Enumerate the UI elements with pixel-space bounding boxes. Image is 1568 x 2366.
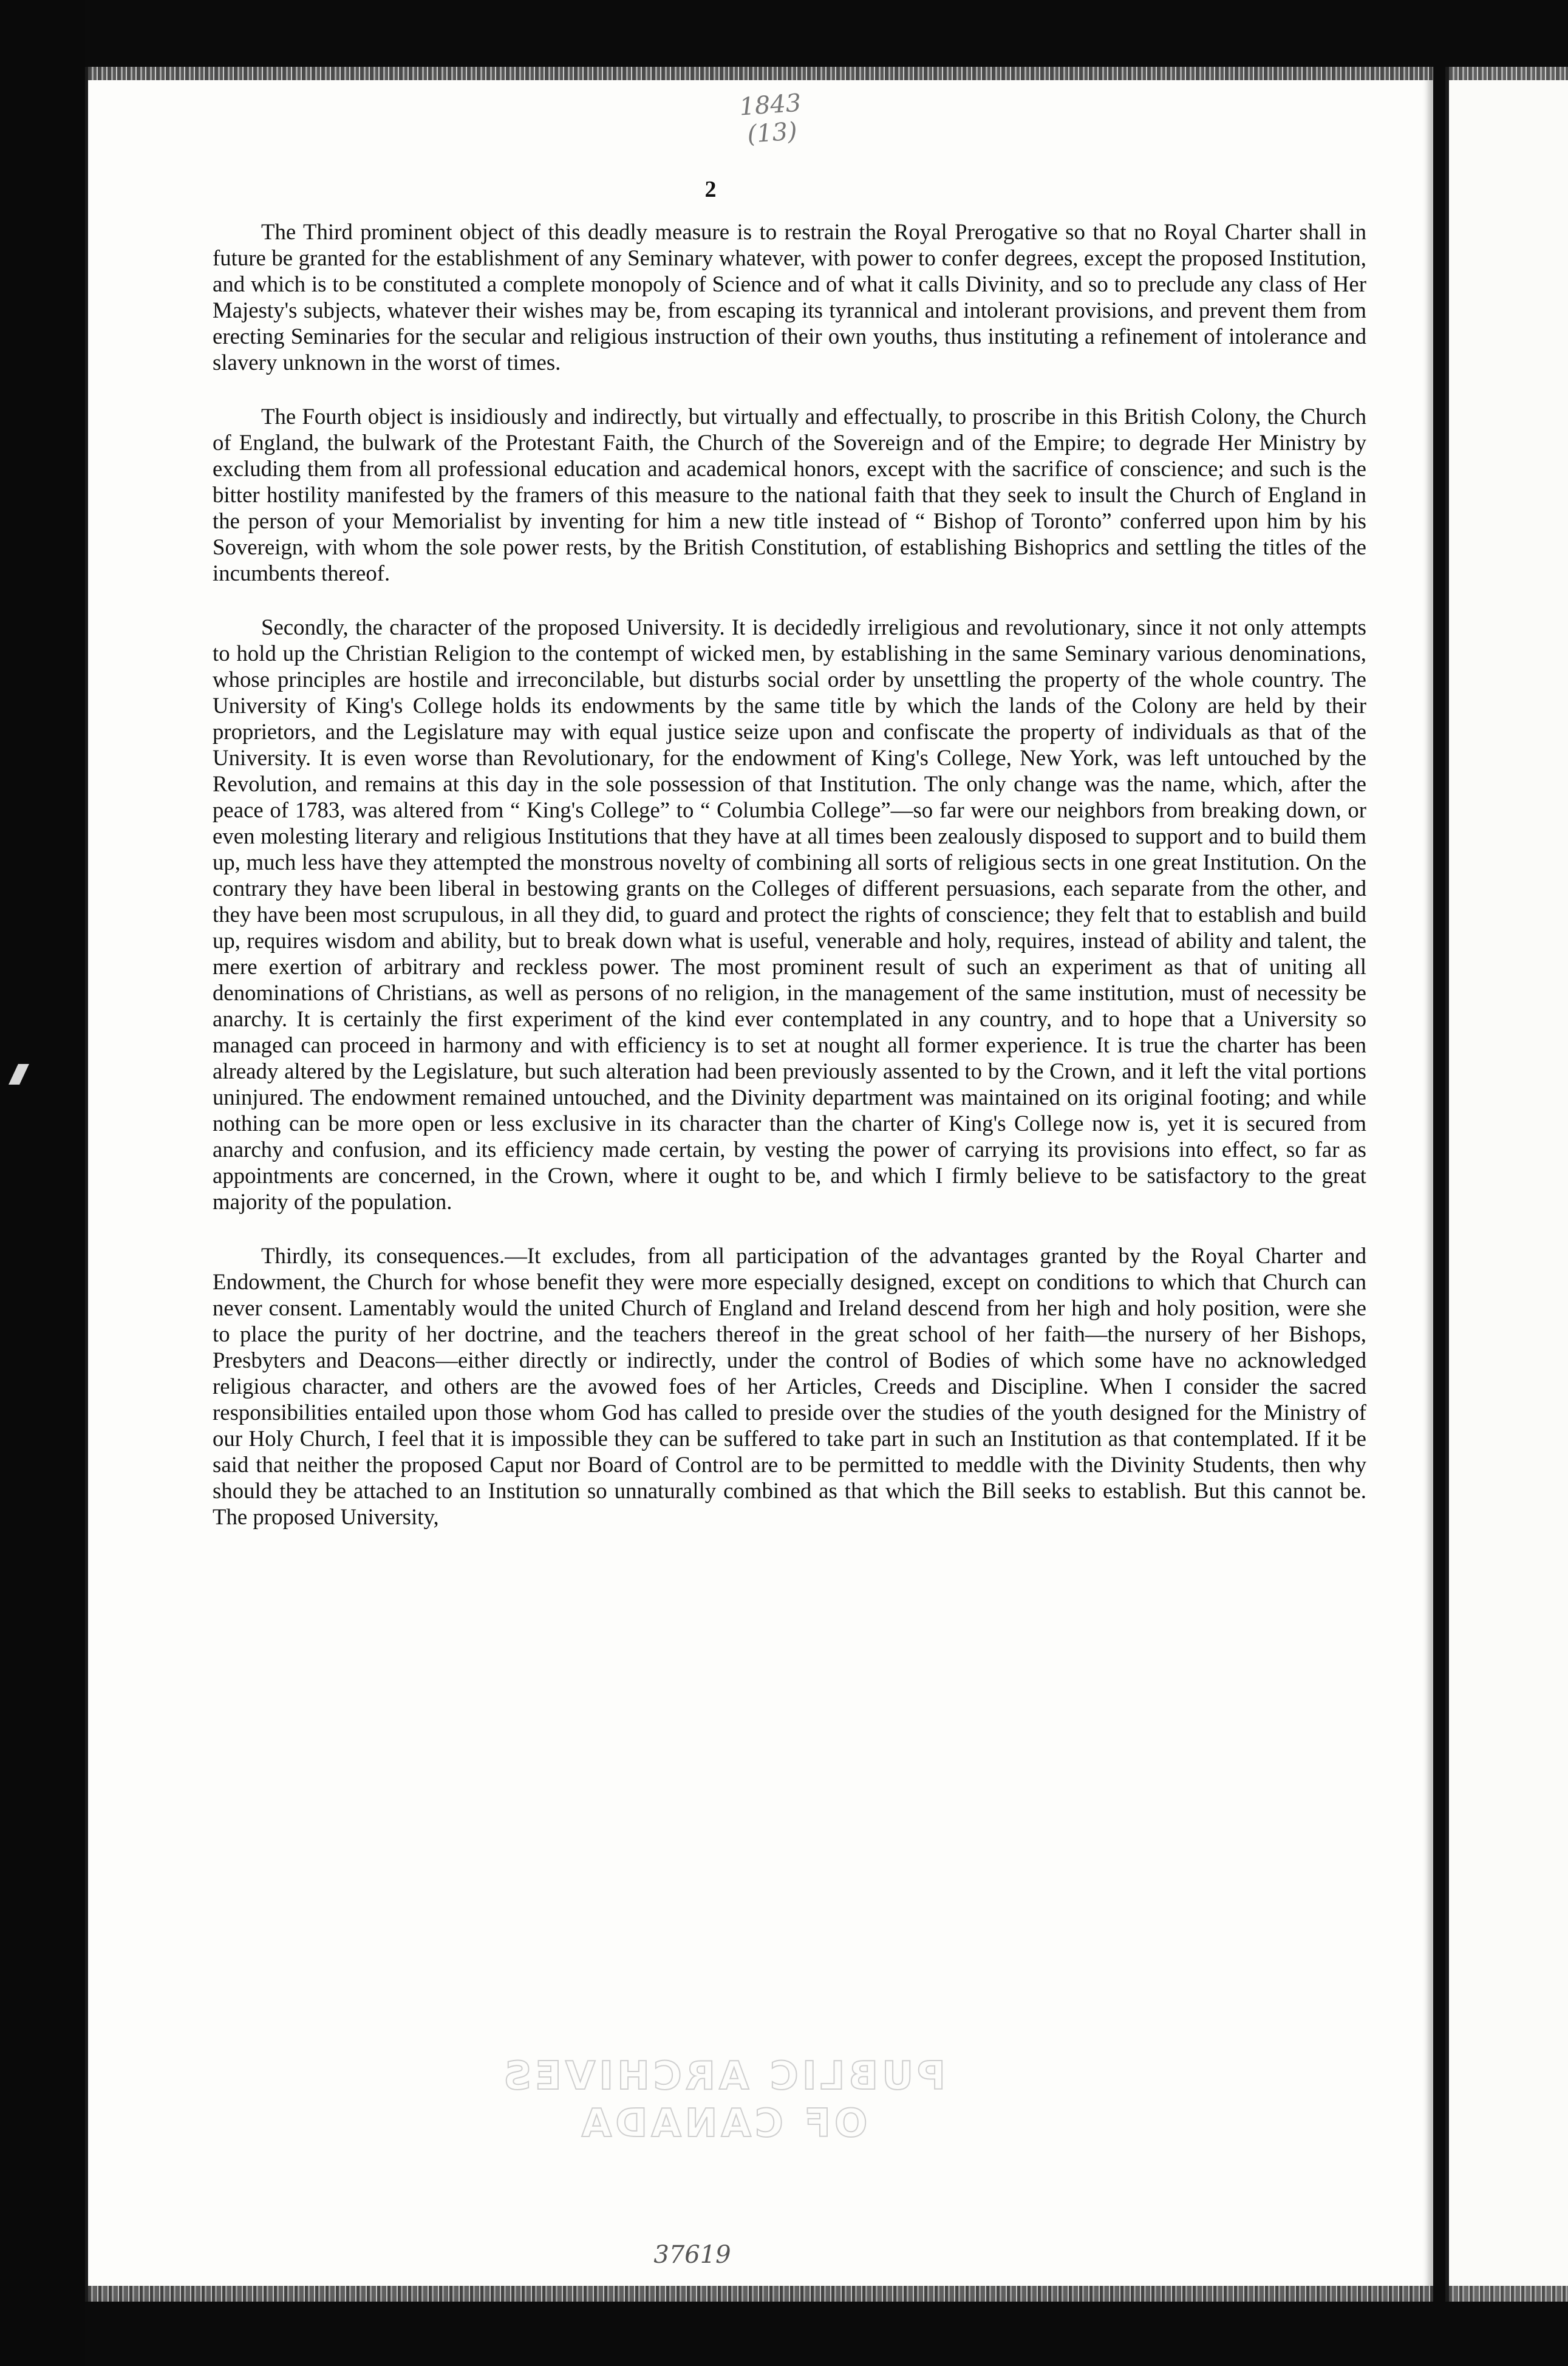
scan-bottom-edge [88,2286,1433,2302]
stamp-line-1: PUBLIC ARCHIVES [500,2054,946,2099]
page-number: 2 [704,177,717,202]
paragraph-third-object: The Third prominent object of this deadly measure is to restrain the Royal Prerogative so that no Royal Charter shall in future be granted for the establishment of any Seminary whatever, with power to confer degrees, except the proposed Institution, and which is to be constituted a complete monopoly of Science and of what it calls Divinity, and so to preclude any class of Her Majesty's subjects, whatever their wishes may be, from escaping its tyrannical and intolerant provisions, and prevent them from erecting Seminaries for the secular and religious instruction of their own youths, thus instituting a refinement of intolerance and slavery unknown in the worst of times. [213,219,1366,375]
paragraph-secondly-character: Secondly, the character of the proposed University. It is decidedly irreligious and revolutionary, since it not only attempts to hold up the Christian Religion to the contempt of wicked men, by establishing in the same Seminary various denominations, whose principles are hostile and irreconcilable, but disturbs social order by unsettling the property of the whole country. The University of King's College holds its endowments by the same title by which the lands of the Colony are held by their proprietors, and the Legislature may with equal justice seize upon and confiscate the property of individuals as that of the University. It is even worse than Revolutionary, for the endowment of King's College, New York, was left untouched by the Revolution, and remains at this day in the sole possession of that Institution. The only change was the name, which, after the peace of 1783, was altered from “ King's College” to “ Columbia College”—so far were our neighbors from breaking down, or even molesting literary and religious Institutions that they have at all times been zealously disposed to support and to build them up, much less have they attempted the monstrous novelty of combining all sorts of religious sects in one great Institution. On the contrary they have been liberal in bestowing grants on the Colleges of different persuasions, each separate from the other, and they have been most scrupulous, in all they did, to guard and protect the rights of conscience; they felt that to establish and build up, requires wisdom and ability, but to break down what is useful, venerable and holy, requires, instead of ability and talent, the mere exertion of arbitrary and reckless power. The most prominent result of such an experiment as that of uniting all denominations of Christians, as well as persons of no religion, in the management of the same institution, must of necessity be anarchy. It is certainly the first experiment of the kind ever contemplated in any country, and to hope that a University so managed can proceed in harmony and with efficiency is to set at nought all former experience. It is true the charter has been already altered by the Legislature, but such alteration had been previously assented to by the Crown, and it left the vital portions uninjured. The endowment remained untouched, and the Divinity department was maintained on its original footing; and while nothing can be more open or less exclusive in its character than the charter of King's College now is, yet it is secured from anarchy and confusion, and its efficiency made certain, by vesting the power of carrying its provisions into effect, so far as appointments are concerned, in the Crown, where it ought to be, and which I firmly believe to be satisfactory to the great majority of the population. [213,615,1366,1214]
scan-left-margin [0,0,85,2366]
handwritten-note [715,87,828,151]
adjacent-top-edge [1449,67,1568,80]
archive-stamp [492,2053,953,2147]
archive-number: 37619 [653,2241,731,2269]
scan-top-edge [88,67,1433,80]
handwritten-year: 1843 [738,89,802,121]
scan-edge-mark [9,1064,29,1085]
adjacent-bottom-edge [1449,2286,1568,2302]
body-text [213,219,1366,1530]
stamp-line-2: OF CANADA [578,2101,868,2146]
paragraph-fourth-object: The Fourth object is insidiously and indirectly, but virtually and effectually, to proscribe in this British Colony, the Church of England, the bulwark of the Protestant Faith, the Church of the Sovereign and of the Empire; to degrade Her Ministry by excluding them from all professional education and academical honors, except with the sacrifice of conscience; and such is the bitter hostility manifested by the framers of this measure to the national faith that they seek to insult the Church of England in the person of your Memorialist by inventing for him a new title instead of “ Bishop of Toronto” conferred upon him by his Sovereign, with whom the sole power rests, by the British Constitution, of establishing Bishoprics and settling the titles of the incumbents thereof. [213,404,1366,585]
paragraph-thirdly-consequences: Thirdly, its consequences.—It excludes, from all participation of the advantages granted by the Royal Charter and Endowment, the Church for whose benefit they were more especially designed, except on conditions to which that Church can never consent. Lamentably would the united Church of England and Ireland descend from her high and holy position, were she to place the purity of her doctrine, and the teachers thereof in the great school of her faith—the nursery of her Bishops, Presbyters and Deacons—either directly or indirectly, under the control of Bodies of which some have no acknowledged religious character, and others are the avowed foes of her Articles, Creeds and Discipline. When I consider the sacred responsibilities entailed upon those whom God has called to preside over the studies of the youth designed for the Ministry of our Holy Church, I feel that it is impossible they can be suffered to take part in such an Institution as that contemplated. If it be said that neither the proposed Caput nor Board of Control are to be permitted to meddle with the Divinity Students, then why should they be attached to an Institution so unnaturally combined as that which the Bill seeks to establish. But this cannot be. The proposed University, [213,1243,1366,1529]
handwritten-item: (13) [746,117,799,149]
adjacent-page-edge [1445,67,1568,2302]
